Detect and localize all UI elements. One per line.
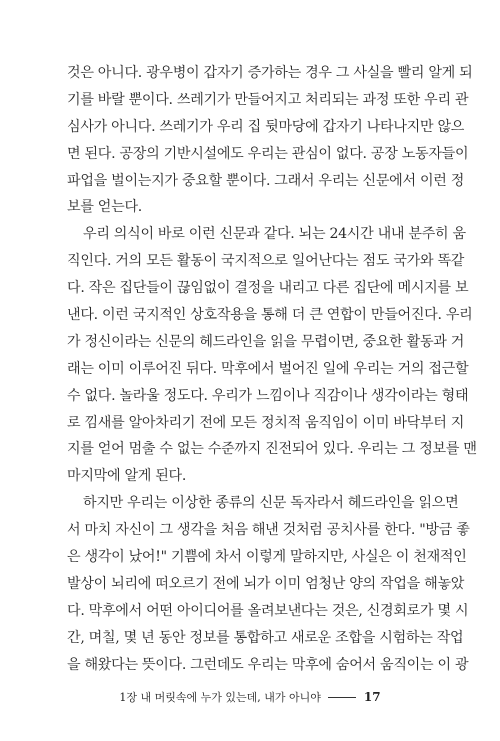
text-line: 지를 얻어 멈출 수 없는 수준까지 진전되어 있다. 우리는 그 정보를 맨 <box>67 441 477 458</box>
page-footer <box>0 690 500 705</box>
text-line: 직인다. 거의 모든 활동이 국지적으로 일어난다는 점도 국가와 똑같 <box>67 253 465 270</box>
text-line: 것은 아니다. 광우병이 갑자기 증가하는 경우 그 사실을 빨리 알게 되 <box>67 65 473 81</box>
text-line: 하지만 우리는 이상한 종류의 신문 독자라서 헤드라인을 읽으면 <box>83 495 459 512</box>
text-line: 은 생각이 났어!" 기쁨에 차서 이렇게 말하지만, 사실은 이 천재적인 <box>67 549 467 566</box>
text-line: 로 낌새를 알아차리기 전에 모든 정치적 움직임이 이미 바닥부터 지 <box>67 414 465 431</box>
text-line: 낸다. 이런 국지적인 상호작용을 통해 더 큰 연합이 만들어진다. 우리 <box>67 307 473 324</box>
text-line: 을 해왔다는 뜻이다. 그런데도 우리는 막후에 숨어서 움직이는 이 광 <box>67 656 469 673</box>
footer-dash <box>328 697 356 698</box>
text-line: 서 마치 자신이 그 생각을 처음 해낸 것처럼 공치사를 한다. "방금 좋 <box>67 522 470 539</box>
text-line: 보를 얻는다. <box>67 199 142 216</box>
text-line: 파업을 벌이는지가 중요할 뿐이다. 그래서 우리는 신문에서 이런 정 <box>67 172 465 189</box>
text-line: 면 된다. 공장의 기반시설에도 우리는 관심이 없다. 공장 노동자들이 <box>67 145 469 162</box>
text-line: 심사가 아니다. 쓰레기가 우리 집 뒷마당에 갑자기 나타나지만 않으 <box>67 118 465 135</box>
text-line: 래는 이미 이루어진 뒤다. 막후에서 벌어진 일에 우리는 거의 접근할 <box>67 360 469 377</box>
text-line: 다. 막후에서 어떤 아이디어를 올려보낸다는 것은, 신경회로가 몇 시 <box>67 602 469 619</box>
text-line: 가 정신이라는 신문의 헤드라인을 읽을 무렵이면, 중요한 활동과 거 <box>67 333 465 350</box>
text-line: 기를 바랄 뿐이다. 쓰레기가 만들어지고 처리되는 과정 또한 우리 관 <box>67 91 469 108</box>
text-line: 수 없다. 놀라울 정도다. 우리가 느낌이나 직감이나 생각이라는 형태 <box>67 387 469 404</box>
chapter-title: 1장 내 머릿속에 누가 있는데, 내가 아니야 <box>119 691 321 704</box>
text-line: 우리 의식이 바로 이런 신문과 같다. 뇌는 24시간 내내 분주히 움 <box>83 226 466 243</box>
text-line: 발상이 뇌리에 떠오르기 전에 뇌가 이미 엄청난 양의 작업을 해놓았 <box>67 575 465 592</box>
body-text <box>67 60 477 678</box>
text-line: 간, 며칠, 몇 년 동안 정보를 통합하고 새로운 조합을 시험하는 작업 <box>67 629 464 646</box>
text-line: 마지막에 알게 된다. <box>67 468 187 485</box>
page-number: 17 <box>363 690 381 704</box>
text-line: 다. 작은 집단들이 끊임없이 결정을 내리고 다른 집단에 메시지를 보 <box>67 280 469 297</box>
